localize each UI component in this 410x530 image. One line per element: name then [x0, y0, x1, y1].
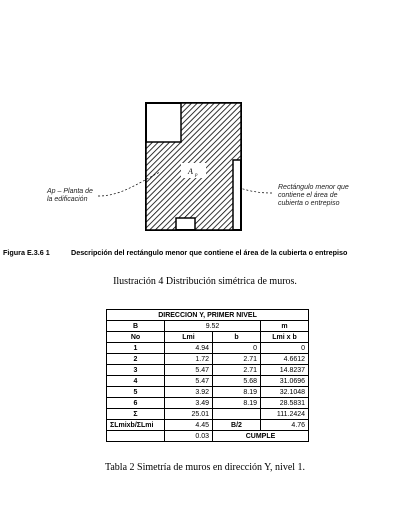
area-label-sub: p [195, 173, 198, 178]
table-title: DIRECCION Y, PRIMER NIVEL [107, 310, 309, 321]
sum-product: 111.2424 [261, 409, 309, 420]
eccentricity-value: 0.03 [165, 431, 213, 442]
cell-no: 3 [107, 365, 165, 376]
cell-b: 2.71 [213, 354, 261, 365]
half-b-label: B/2 [213, 420, 261, 431]
right-leader [240, 188, 272, 193]
cell-product: 31.0696 [261, 376, 309, 387]
illustration-caption: Ilustración 4 Distribución simétrica de muros. [113, 276, 297, 287]
cell-no: 6 [107, 398, 165, 409]
cell-product: 0 [261, 343, 309, 354]
header-lmi-x-b: Lmi x b [261, 332, 309, 343]
sum-label: Σ [107, 409, 165, 420]
table-row [107, 387, 309, 398]
cell-b: 8.19 [213, 398, 261, 409]
area-label: A [188, 167, 193, 176]
cell-lmi: 4.94 [165, 343, 213, 354]
table-row [107, 398, 309, 409]
right-label [278, 184, 349, 208]
b-label: B [107, 321, 165, 332]
cell-no: 4 [107, 376, 165, 387]
right-label-line-3: cubierta o entrepiso [278, 200, 340, 207]
left-label-line-1: Ap – Planta de [47, 188, 93, 195]
table-row [107, 376, 309, 387]
table-row [107, 354, 309, 365]
cell-no: 5 [107, 387, 165, 398]
header-b: b [213, 332, 261, 343]
cell-no: 1 [107, 343, 165, 354]
right-label-line-1: Rectángulo menor que [278, 184, 349, 191]
cell-lmi: 5.47 [165, 365, 213, 376]
ratio-row [107, 420, 309, 431]
cell-product: 28.5831 [261, 398, 309, 409]
cell-lmi: 3.92 [165, 387, 213, 398]
cell-b: 2.71 [213, 365, 261, 376]
figure-caption-number: Figura E.3.6 1 [3, 248, 50, 257]
cell-lmi: 3.49 [165, 398, 213, 409]
unit: m [261, 321, 309, 332]
figure-caption-text: Descripción del rectángulo menor que contiene el área de la cubierta o entrepiso [71, 248, 348, 257]
cell-b: 0 [213, 343, 261, 354]
cell-b: 8.19 [213, 387, 261, 398]
symmetry-table [106, 309, 309, 442]
sum-row [107, 409, 309, 420]
cell-lmi: 5.47 [165, 376, 213, 387]
left-label [47, 188, 93, 204]
header-lmi: Lmi [165, 332, 213, 343]
floor-plan-figure [0, 0, 410, 262]
table-header-row [107, 332, 309, 343]
cell-lmi: 1.72 [165, 354, 213, 365]
cell-product: 32.1048 [261, 387, 309, 398]
ratio-label: ΣLmixb/ΣLmi [107, 420, 165, 431]
left-label-line-2: la edificación [47, 196, 88, 203]
right-label-line-2: contiene el área de [278, 192, 338, 199]
b-value: 9.52 [165, 321, 261, 332]
header-no: No [107, 332, 165, 343]
cell-product: 14.8237 [261, 365, 309, 376]
table-row [107, 343, 309, 354]
cell-b: 5.68 [213, 376, 261, 387]
floor-plan-drawing [0, 0, 410, 262]
result-status: CUMPLE [213, 431, 309, 442]
table-row [107, 365, 309, 376]
figure-caption [3, 248, 408, 257]
table-caption: Tabla 2 Simetría de muros en dirección Y, nivel 1. [104, 462, 306, 473]
half-b-value: 4.76 [261, 420, 309, 431]
ratio-value: 4.45 [165, 420, 213, 431]
cell-product: 4.6612 [261, 354, 309, 365]
result-row [107, 431, 309, 442]
sum-lmi: 25.01 [165, 409, 213, 420]
cell-no: 2 [107, 354, 165, 365]
